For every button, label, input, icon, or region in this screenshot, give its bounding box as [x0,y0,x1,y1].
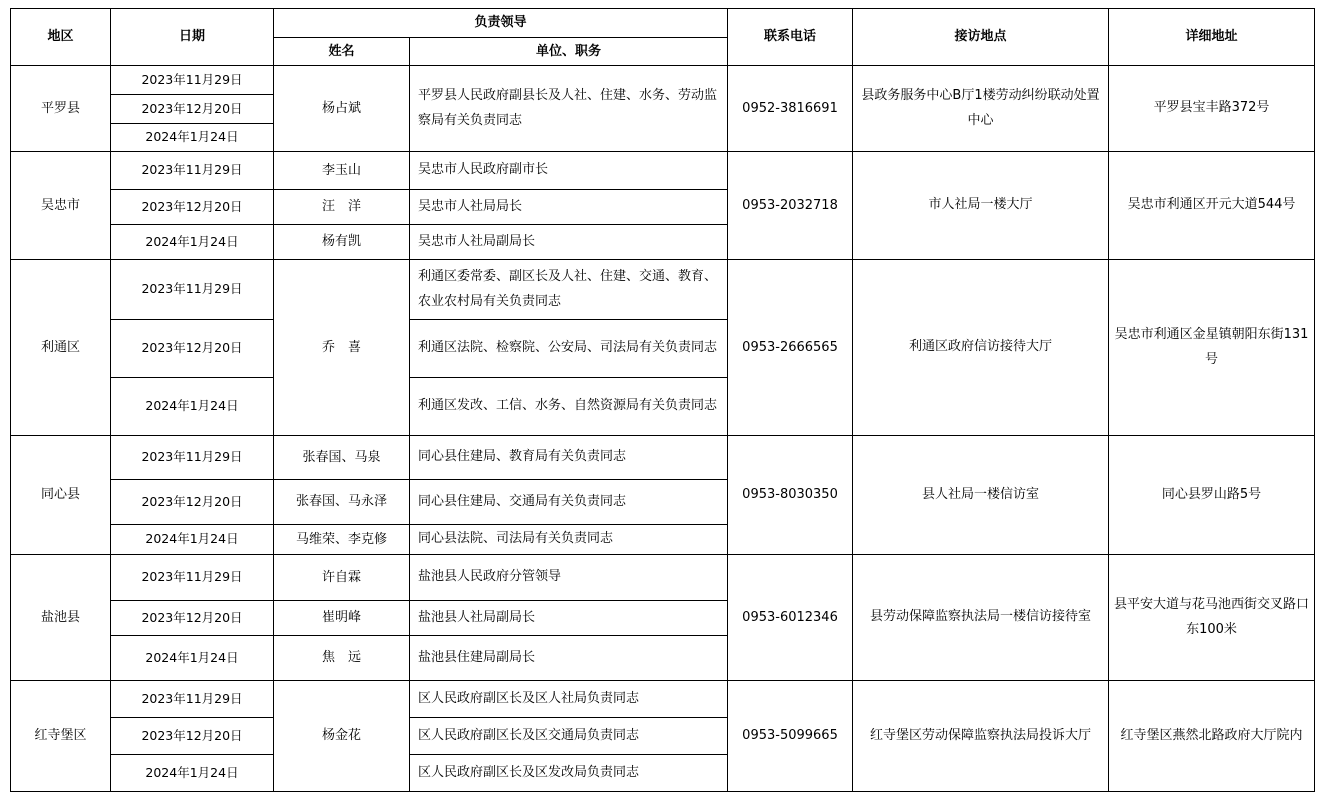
leader-unit-cell: 平罗县人民政府副县长及人社、住建、水务、劳动监察局有关负责同志 [410,66,728,152]
place-cell: 县劳动保障监察执法局一楼信访接待室 [853,555,1109,681]
leader-name-cell: 张春国、马永泽 [274,480,410,525]
leader-name-cell: 崔明峰 [274,601,410,636]
reception-schedule-table [10,8,1315,792]
place-cell: 利通区政府信访接待大厅 [853,260,1109,436]
leader-name-cell: 马维荣、李克修 [274,525,410,555]
date-cell: 2024年1月24日 [111,755,274,792]
date-cell: 2023年12月20日 [111,190,274,225]
leader-unit-cell: 区人民政府副区长及区交通局负责同志 [410,718,728,755]
place-cell: 县政务服务中心B厅1楼劳动纠纷联动处置中心 [853,66,1109,152]
date-cell: 2023年11月29日 [111,681,274,718]
leader-name-cell: 张春国、马泉 [274,436,410,480]
leader-unit-cell: 同心县住建局、交通局有关负责同志 [410,480,728,525]
phone-cell: 0952-3816691 [728,66,853,152]
header-region: 地区 [11,9,111,66]
leader-unit-cell: 区人民政府副区长及区人社局负责同志 [410,681,728,718]
leader-name-cell: 杨有凯 [274,225,410,260]
place-cell: 县人社局一楼信访室 [853,436,1109,555]
date-cell: 2023年11月29日 [111,260,274,320]
leader-unit-cell: 利通区法院、检察院、公安局、司法局有关负责同志 [410,320,728,378]
region-cell: 红寺堡区 [11,681,111,792]
leader-unit-cell: 吴忠市人社局局长 [410,190,728,225]
leader-name-cell: 杨金花 [274,681,410,792]
region-cell: 吴忠市 [11,152,111,260]
leader-name-cell: 许自霖 [274,555,410,601]
leader-name-cell: 焦 远 [274,636,410,681]
date-cell: 2024年1月24日 [111,525,274,555]
address-cell: 吴忠市利通区开元大道544号 [1109,152,1315,260]
table-row [11,555,1315,601]
leader-name-cell: 乔 喜 [274,260,410,436]
phone-cell: 0953-2666565 [728,260,853,436]
leader-unit-cell: 盐池县人民政府分管领导 [410,555,728,601]
date-cell: 2023年11月29日 [111,152,274,190]
date-cell: 2023年12月20日 [111,480,274,525]
leader-unit-cell: 吴忠市人社局副局长 [410,225,728,260]
header-address: 详细地址 [1109,9,1315,66]
phone-cell: 0953-6012346 [728,555,853,681]
address-cell: 吴忠市利通区金星镇朝阳东街131号 [1109,260,1315,436]
table-row [11,260,1315,320]
table-row [11,436,1315,480]
leader-unit-cell: 利通区委常委、副区长及人社、住建、交通、教育、农业农村局有关负责同志 [410,260,728,320]
table-row [11,66,1315,95]
leader-name-cell: 汪 洋 [274,190,410,225]
leader-unit-cell: 盐池县住建局副局长 [410,636,728,681]
address-cell: 红寺堡区燕然北路政府大厅院内 [1109,681,1315,792]
region-cell: 同心县 [11,436,111,555]
date-cell: 2024年1月24日 [111,124,274,152]
address-cell: 平罗县宝丰路372号 [1109,66,1315,152]
table-row [11,152,1315,190]
place-cell: 市人社局一楼大厅 [853,152,1109,260]
leader-unit-cell: 盐池县人社局副局长 [410,601,728,636]
date-cell: 2023年12月20日 [111,95,274,124]
table-row [11,681,1315,718]
header-place: 接访地点 [853,9,1109,66]
date-cell: 2023年12月20日 [111,320,274,378]
place-cell: 红寺堡区劳动保障监察执法局投诉大厅 [853,681,1109,792]
header-unit: 单位、职务 [410,38,728,66]
date-cell: 2024年1月24日 [111,378,274,436]
date-cell: 2024年1月24日 [111,636,274,681]
phone-cell: 0953-5099665 [728,681,853,792]
date-cell: 2023年11月29日 [111,66,274,95]
phone-cell: 0953-2032718 [728,152,853,260]
region-cell: 利通区 [11,260,111,436]
date-cell: 2023年12月20日 [111,718,274,755]
leader-name-cell: 李玉山 [274,152,410,190]
region-cell: 盐池县 [11,555,111,681]
address-cell: 同心县罗山路5号 [1109,436,1315,555]
leader-unit-cell: 同心县法院、司法局有关负责同志 [410,525,728,555]
leader-unit-cell: 同心县住建局、教育局有关负责同志 [410,436,728,480]
date-cell: 2023年11月29日 [111,436,274,480]
header-name: 姓名 [274,38,410,66]
address-cell: 县平安大道与花马池西街交叉路口东100米 [1109,555,1315,681]
header-phone: 联系电话 [728,9,853,66]
leader-unit-cell: 区人民政府副区长及区发改局负责同志 [410,755,728,792]
region-cell: 平罗县 [11,66,111,152]
leader-unit-cell: 利通区发改、工信、水务、自然资源局有关负责同志 [410,378,728,436]
date-cell: 2024年1月24日 [111,225,274,260]
leader-unit-cell: 吴忠市人民政府副市长 [410,152,728,190]
date-cell: 2023年11月29日 [111,555,274,601]
date-cell: 2023年12月20日 [111,601,274,636]
header-leader: 负责领导 [274,9,728,38]
phone-cell: 0953-8030350 [728,436,853,555]
leader-name-cell: 杨占斌 [274,66,410,152]
header-date: 日期 [111,9,274,66]
